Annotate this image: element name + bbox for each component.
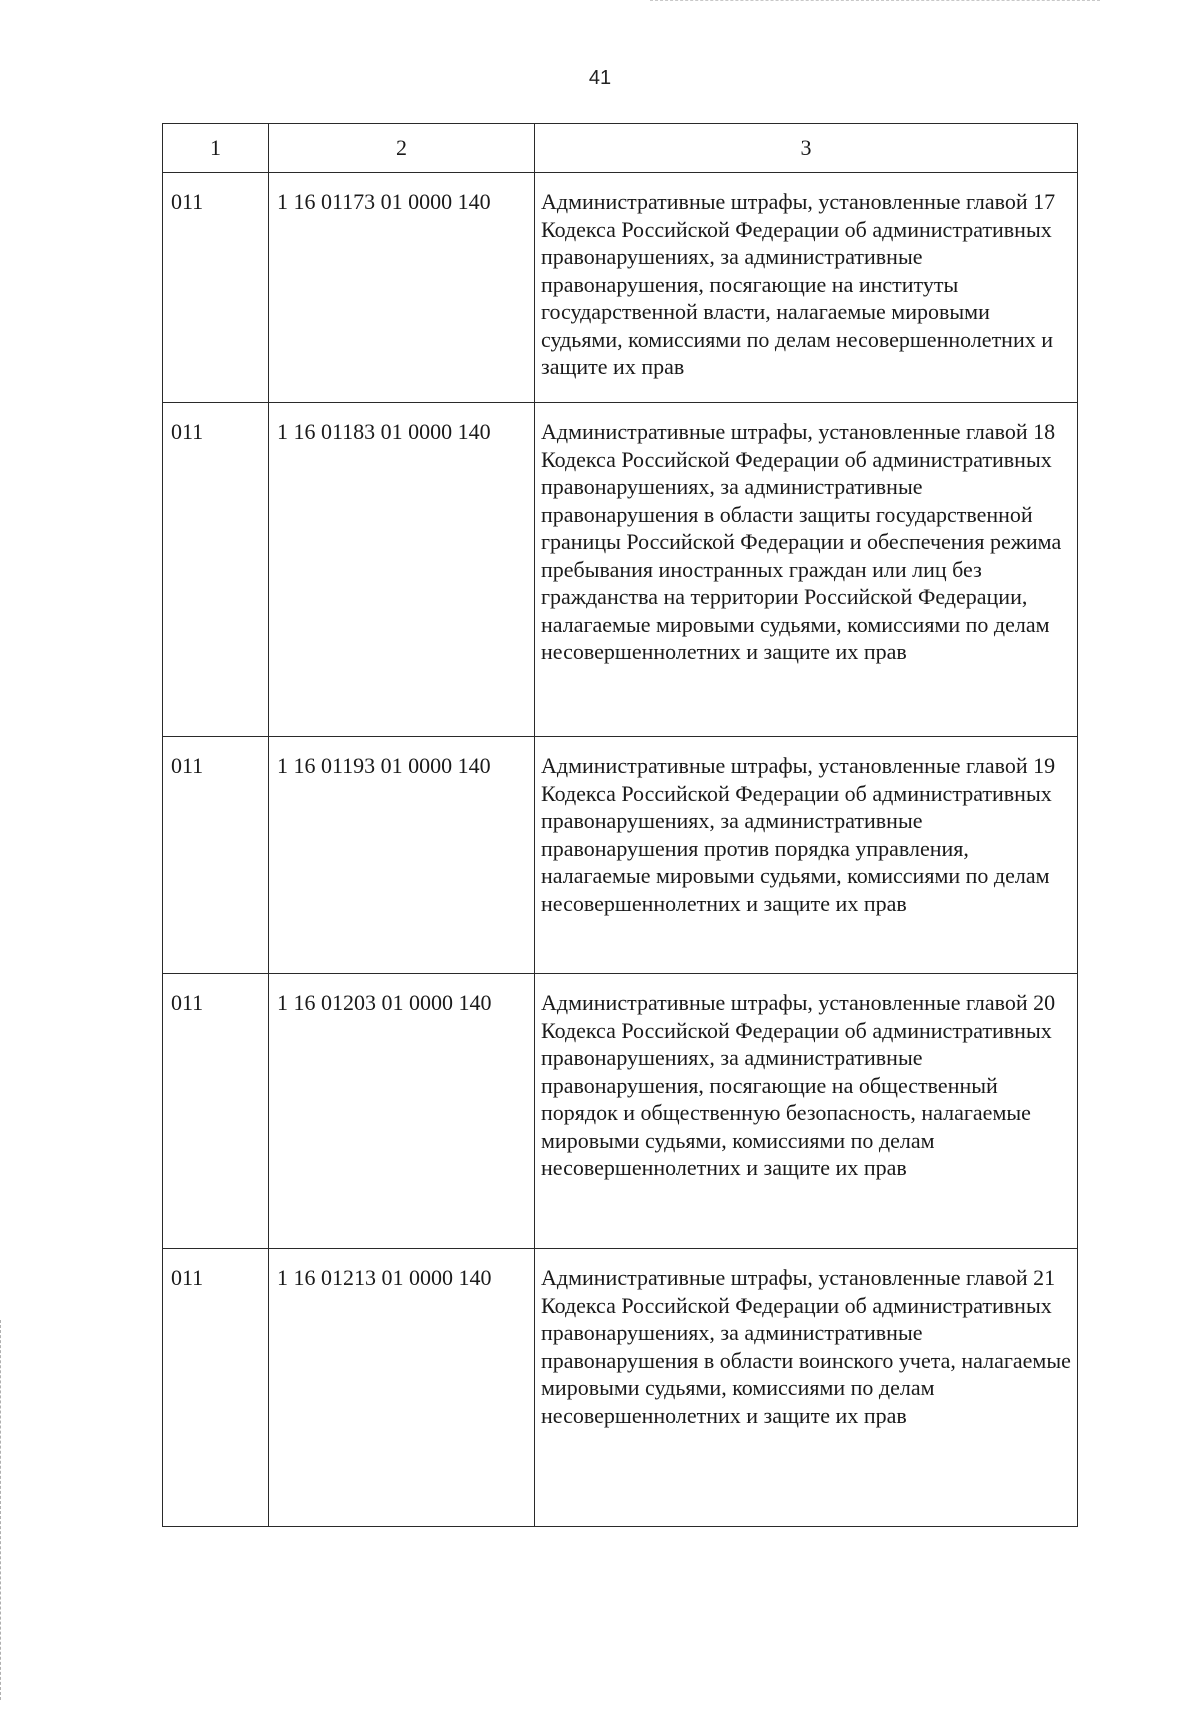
description-cell: Административные штрафы, установленные главой 18 Кодекса Российской Федерации об административных правонарушениях, за административные правонарушения в области защиты государственной границы Российской Федерации и обеспечения режима пребывания иностранных граждан или лиц без гражданства на территории Российской Федерации, налагаемые мировыми судьями, комиссиями по делам несовершеннолетних и защите их прав <box>535 403 1078 737</box>
kbk-code-cell: 1 16 01213 01 0000 140 <box>269 1249 535 1527</box>
table-header <box>163 124 1078 173</box>
kbk-code-cell: 1 16 01203 01 0000 140 <box>269 974 535 1249</box>
table-body <box>163 173 1078 1527</box>
table-row <box>163 173 1078 403</box>
column-header-3: 3 <box>535 124 1078 173</box>
table-row <box>163 737 1078 974</box>
admin-code-cell: 011 <box>163 173 269 403</box>
page-number: 41 <box>588 67 612 89</box>
admin-code-cell: 011 <box>163 403 269 737</box>
kbk-code-cell: 1 16 01173 01 0000 140 <box>269 173 535 403</box>
scan-artifact-left-edge <box>0 1320 3 1700</box>
admin-code-cell: 011 <box>163 974 269 1249</box>
description-cell: Административные штрафы, установленные главой 17 Кодекса Российской Федерации об административных правонарушениях, за административные правонарушения, посягающие на институты государственной власти, налагаемые мировыми судьями, комиссиями по делам несовершеннолетних и защите их прав <box>535 173 1078 403</box>
table-row <box>163 974 1078 1249</box>
kbk-code-cell: 1 16 01183 01 0000 140 <box>269 403 535 737</box>
description-cell: Административные штрафы, установленные главой 21 Кодекса Российской Федерации об административных правонарушениях, за административные правонарушения в области воинского учета, налагаемые мировыми судьями, комиссиями по делам несовершеннолетних и защите их прав <box>535 1249 1078 1527</box>
table-row <box>163 1249 1078 1527</box>
budget-codes-table <box>162 123 1078 1527</box>
admin-code-cell: 011 <box>163 1249 269 1527</box>
table-header-row <box>163 124 1078 173</box>
table-row <box>163 403 1078 737</box>
description-cell: Административные штрафы, установленные главой 20 Кодекса Российской Федерации об административных правонарушениях, за административные правонарушения, посягающие на общественный порядок и общественную безопасность, налагаемые мировыми судьями, комиссиями по делам несовершеннолетних и защите их прав <box>535 974 1078 1249</box>
description-cell: Административные штрафы, установленные главой 19 Кодекса Российской Федерации об административных правонарушениях, за административные правонарушения против порядка управления, налагаемые мировыми судьями, комиссиями по делам несовершеннолетних и защите их прав <box>535 737 1078 974</box>
kbk-code-cell: 1 16 01193 01 0000 140 <box>269 737 535 974</box>
column-header-2: 2 <box>269 124 535 173</box>
scan-artifact-top-edge <box>650 0 1100 2</box>
column-header-1: 1 <box>163 124 269 173</box>
admin-code-cell: 011 <box>163 737 269 974</box>
